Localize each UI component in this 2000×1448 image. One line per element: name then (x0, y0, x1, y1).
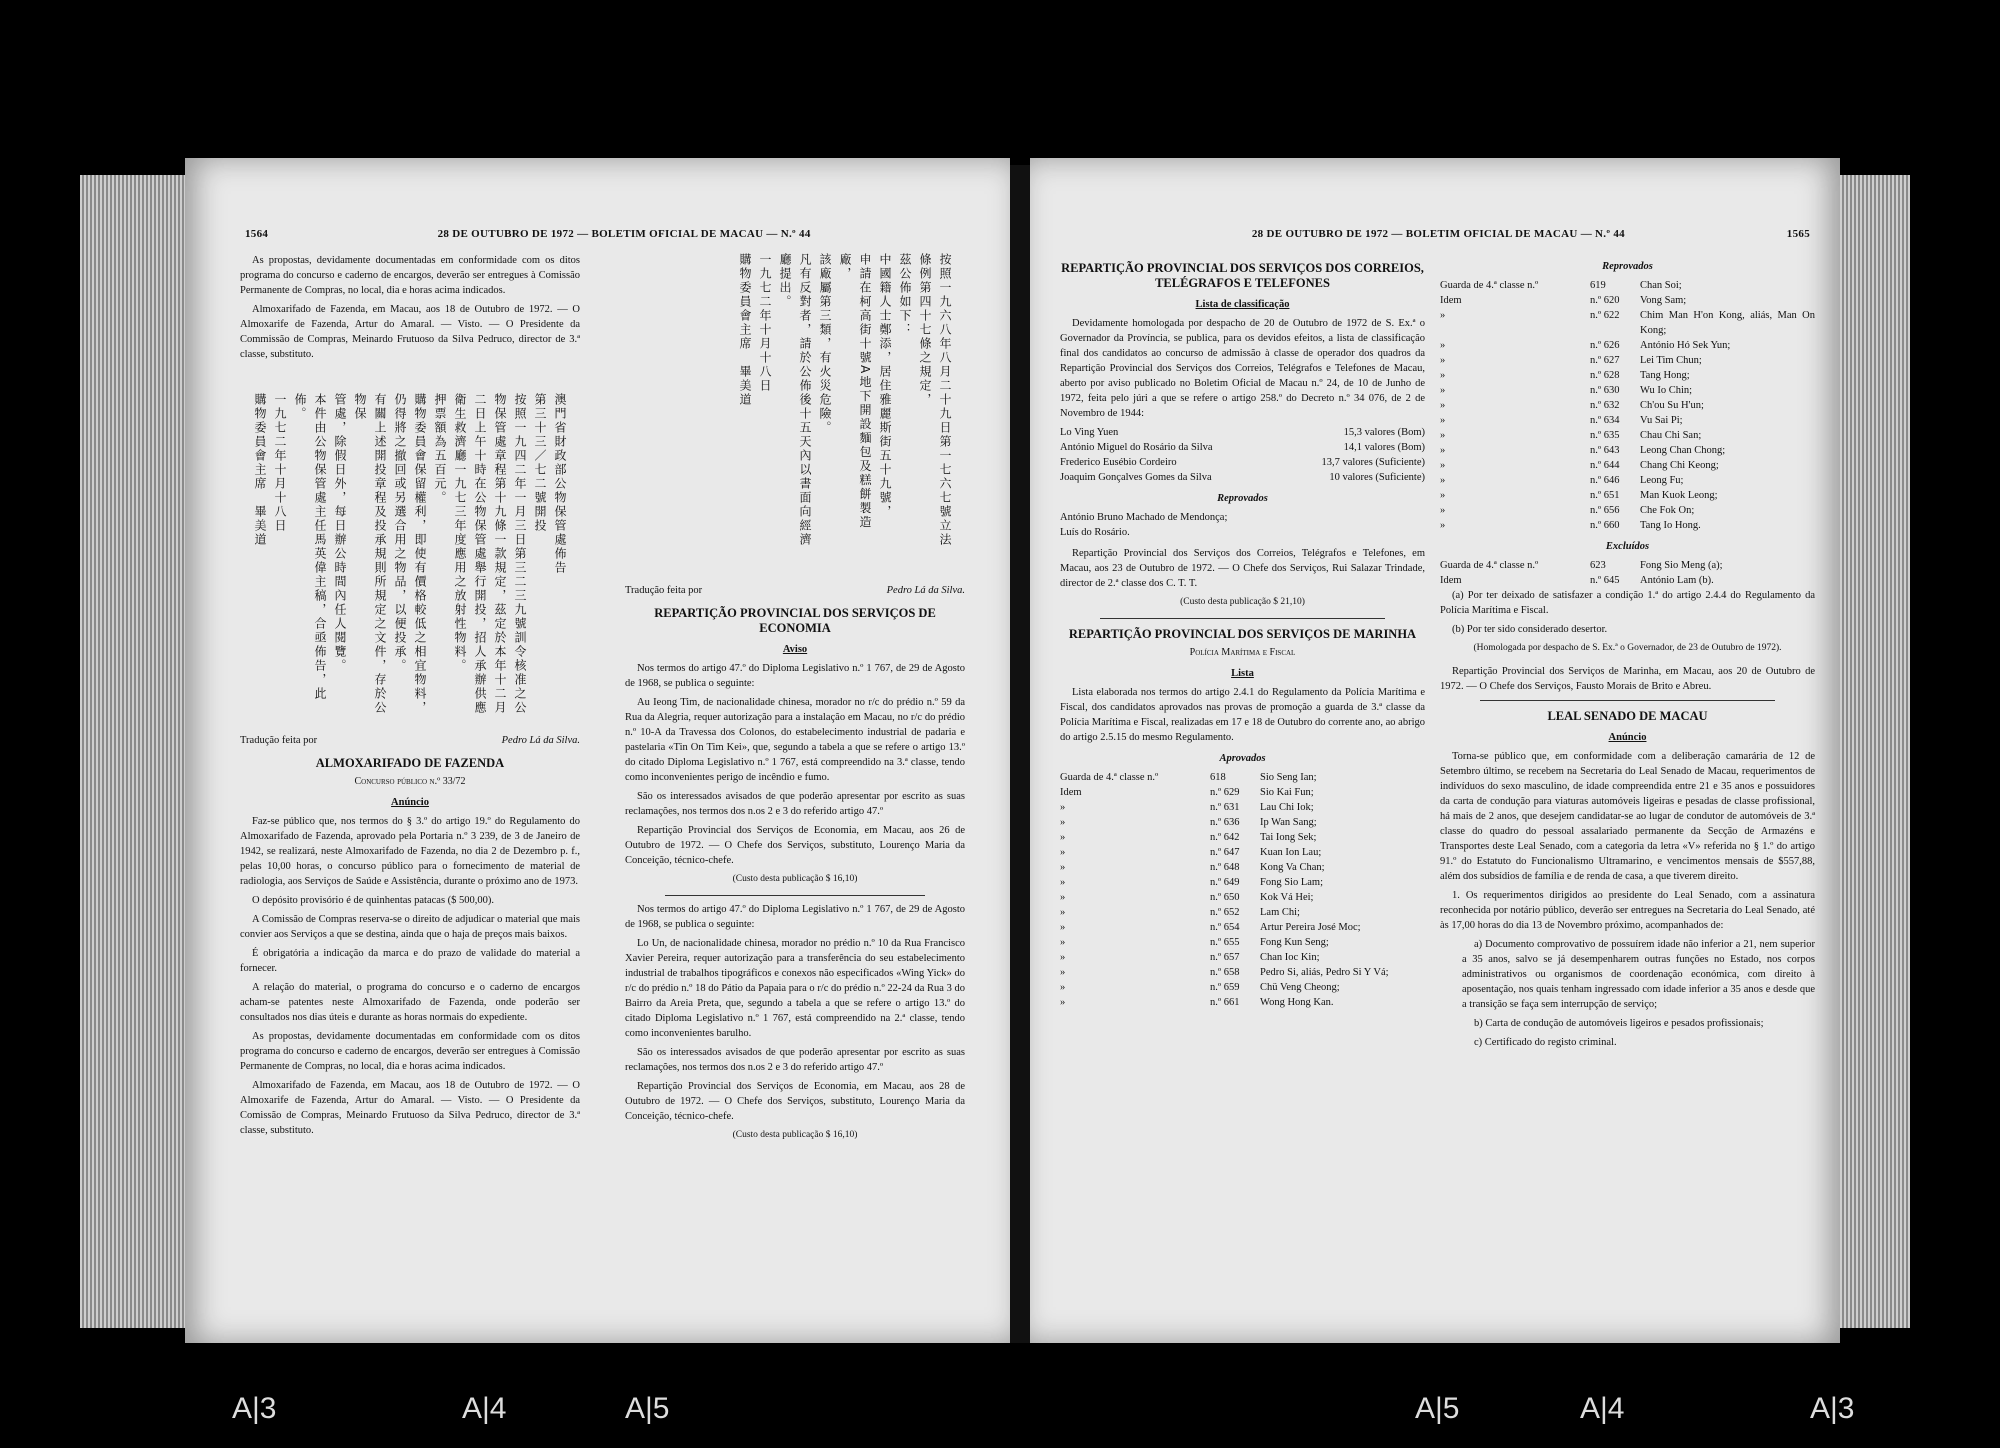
cn-line: 購物委員會保留權利，即使有價格較低之相宜物料， (413, 393, 427, 715)
cn-line: 申請在柯高街十號A地下開設麵包及糕餅製造廠， (838, 253, 872, 530)
number-cell: n.º 627 (1590, 355, 1620, 366)
name-cell: Wu Io Chin; (1640, 385, 1693, 396)
table-row (1440, 413, 1815, 428)
paragraph: Repartição Provincial dos Serviços de Economia, em Macau, aos 26 de Outubro de 1972. — O Chefe dos Serviços, substituto, Lourenço Maria da Conceição, técnico-chefe. (625, 825, 965, 866)
name-cell: Chang Chi Keong; (1640, 460, 1719, 471)
name-cell: Chan Ioc Kin; (1260, 952, 1320, 963)
section-title: REPARTIÇÃO PROVINCIAL DOS SERVIÇOS DE ECONOMIA (654, 606, 936, 635)
table-row (1440, 398, 1815, 413)
page-number: 1565 (1786, 228, 1810, 240)
table-row (1060, 920, 1425, 935)
translator: Pedro Lá da Silva. (886, 585, 965, 596)
paragraph: Lista elaborada nos termos do artigo 2.4.1 do Regulamento da Polícia Marítima e Fiscal, dos candidatos aprovados nas provas de promoção a guarda de 3.ª classe da Polícia Marítima e Fiscal, realizadas em 17 e 18 de Outubro do corrente ano, ao abrigo do artigo 2.5.15 do mesmo Regulamento. (1060, 687, 1425, 743)
number-cell: n.º 643 (1590, 445, 1620, 456)
table-row (1060, 800, 1425, 815)
candidate-name: António Miguel do Rosário da Silva (1060, 442, 1213, 453)
number-cell: n.º 647 (1210, 847, 1240, 858)
table-row (1440, 428, 1815, 443)
table-row (1060, 785, 1425, 800)
table-row (1440, 558, 1815, 573)
cn-line: 仍得將之撤回或另選合用之物品，以便投承。 (393, 393, 407, 673)
name-cell: Tang Hong; (1640, 370, 1690, 381)
section-title: REPARTIÇÃO PROVINCIAL DOS SERVIÇOS DE MARINHA (1068, 627, 1417, 641)
number-cell: n.º 652 (1210, 907, 1240, 918)
translator: Pedro Lá da Silva. (501, 735, 580, 746)
book-gutter (1010, 165, 1030, 1343)
paragraph: Faz-se público que, nos termos do § 3.º do artigo 19.º do Regulamento do Almoxarifado de Fazenda, aprovado pela Portaria n.º 3 239, de 3 de Janeiro de 1942, se realizará, neste Almoxarifado de Fazenda, no dia 2 de Dezembro p. f., pelas 10,00 horas, o concurso público para o fornecimento de material de radiologia, aos Serviços de Saúde e Assistência, durante o próximo ano de 1973. (240, 816, 580, 887)
paragraph: As propostas, devidamente documentadas em conformidade com os ditos programa do concurso e caderno de encargos, deverão ser entregues à Comissão Permanente de Compras, no local, dia e horas acima indicados. (240, 255, 580, 296)
table-row (1060, 890, 1425, 905)
table-row (1440, 488, 1815, 503)
rank-cell: » (1060, 877, 1066, 888)
rank-cell: Idem (1440, 575, 1462, 586)
rank-cell: » (1060, 937, 1066, 948)
number-cell: n.º 642 (1210, 832, 1240, 843)
cn-line: 物保管處章程第十九條一款規定，茲定於本年十二月 (493, 393, 507, 715)
rank-cell: » (1060, 892, 1066, 903)
name-cell: Artur Pereira José Moc; (1260, 922, 1361, 933)
cn-line: 茲公佈如下： (898, 253, 912, 337)
paragraph: As propostas, devidamente documentadas em conformidade com os ditos programa do concurso e caderno de encargos, deverão ser entregues à Comissão Permanente de Compras, no local, dia e horas acima indicados. (240, 1031, 580, 1072)
cn-number: 第三十三／七二號開投 (533, 393, 547, 533)
footnote: (b) Por ter sido considerado desertor. (1452, 624, 1608, 635)
candidate-name: Frederico Eusébio Cordeiro (1060, 457, 1177, 468)
name-cell: Lau Chi Iok; (1260, 802, 1314, 813)
cn-line: 押票額為五百元。 (433, 393, 447, 505)
rank-cell: » (1440, 445, 1446, 456)
number-cell: n.º 635 (1590, 430, 1620, 441)
film-tag: A|4 (462, 1392, 507, 1425)
divider (665, 895, 925, 896)
cn-date: 一九七二年十月十八日 (758, 253, 772, 393)
table-row (1060, 965, 1425, 980)
rank-cell: » (1440, 355, 1446, 366)
film-tag: A|5 (625, 1392, 670, 1425)
translation-label: Tradução feita por (625, 585, 703, 596)
paragraph: Nos termos do artigo 47.º do Diploma Legislativo n.º 1 767, de 29 de Agosto de 1968, se publica o seguinte: (625, 663, 965, 689)
name-cell: Ip Wan Sang; (1260, 817, 1317, 828)
rank-cell: » (1440, 460, 1446, 471)
rank-cell: » (1060, 922, 1066, 933)
rank-cell: » (1440, 430, 1446, 441)
class-row (1060, 440, 1425, 455)
paragraph: São os interessados avisados de que poderão apresentar por escrito as suas reclamações, nos termos dos n.os 2 e 3 do referido artigo 47.º (625, 1047, 965, 1073)
cn-line: 該廠屬第三類，有火災危險。 (818, 253, 832, 435)
number-cell: n.º 660 (1590, 520, 1620, 531)
table-row (1060, 770, 1425, 785)
number-cell: n.º 661 (1210, 997, 1240, 1008)
paragraph: Au Ieong Tim, de nacionalidade chinesa, morador no r/c do prédio n.º 59 da Rua da Alegria, requer autorização para a instalação em Macau, no r/c do prédio n.º 10-A da Travessa dos Colonos, do estabelecimento industrial de padaria e pastelaria «Tin On Tim Kei», que, segundo a tabela a que se refere o artigo 13.º do citado Diploma Legislativo n.º 1 767, está compreendido na 3.ª classe, tendo como inconvenientes perigo de incêndio e fumo. (625, 697, 965, 783)
rank-cell: » (1440, 385, 1446, 396)
number-cell: n.º 655 (1210, 937, 1240, 948)
reprovado-name: Luís do Rosário. (1060, 527, 1130, 538)
number-cell: n.º 649 (1210, 877, 1240, 888)
rank-cell: » (1060, 967, 1066, 978)
rank-cell: » (1440, 415, 1446, 426)
name-cell: António Lam (b). (1640, 575, 1714, 586)
number-cell: n.º 622 (1590, 310, 1620, 321)
excluidos-list (1440, 558, 1815, 588)
list-heading: Lista de classificação (1195, 299, 1290, 310)
name-cell: António Hó Sek Yun; (1640, 340, 1731, 351)
aprovados-heading: Aprovados (1219, 753, 1266, 764)
right-running-header (1090, 228, 1810, 240)
table-row (1440, 473, 1815, 488)
name-cell: Tai Iong Sek; (1260, 832, 1317, 843)
paragraph: É obrigatória a indicação da marca e do prazo de validade do material a fornecer. (240, 948, 580, 974)
rank-cell: » (1060, 982, 1066, 993)
homologation-note: (Homologada por despacho de S. Ex.ª o Governador, de 23 de Outubro de 1972). (1473, 643, 1782, 653)
number-cell: n.º 656 (1590, 505, 1620, 516)
paragraph: Almoxarifado de Fazenda, em Macau, aos 18 de Outubro de 1972. — O Almoxarife de Fazenda, Artur do Amaral. — Visto. — O Presidente da Comissão de Compras, Meinardo Frutuoso da Silva Pedruco, director de 3.ª classe, substituto. (240, 1080, 580, 1136)
table-row (1060, 860, 1425, 875)
rank-cell: » (1060, 952, 1066, 963)
footnote: (a) Por ter deixado de satisfazer a condição 1.ª do artigo 2.4.4 do Regulamento da Polícia Marítima e Fiscal. (1440, 590, 1815, 616)
table-row (1060, 815, 1425, 830)
table-row (1440, 308, 1815, 338)
name-cell: Vong Sam; (1640, 295, 1687, 306)
name-cell: Kok Vá Hei; (1260, 892, 1314, 903)
paragraph: O depósito provisório é de quinhentas patacas ($ 500,00). (252, 895, 495, 906)
number-cell: n.º 651 (1590, 490, 1620, 501)
excluidos-heading: Excluídos (1605, 541, 1650, 552)
table-row (1060, 935, 1425, 950)
rank-cell: » (1060, 997, 1066, 1008)
list-item: b) Carta de condução de automóveis ligeiros e pesados profissionais; (1474, 1018, 1764, 1029)
table-row (1440, 443, 1815, 458)
class-row (1060, 455, 1425, 470)
rank-cell: » (1440, 340, 1446, 351)
paragraph: Torna-se público que, em conformidade com a deliberação camarária de 12 de Setembro último, se recebem na Secretaria do Leal Senado de Macau, requerimentos de indivíduos do sexo masculino, de idade compreendida entre 21 e 35 anos e possuidores da carta de condução para viaturas automóveis ligeiras e pesadas de classe profissional, há mais de 2 anos, que desejem candidatar-se ao lugar de condutor de automóveis de 3.ª classe do quadro do pessoal assalariado permanente da Secção de Armazéns e Transportes deste Leal Senado, com a categoria da letra «V» referida no § 1.º do artigo 91.º do Estatuto do Funcionalismo Ultramarino, e vencimentos mensais de $557,88, além dos subsídios de família e de renda de casa, a que tiverem direito. (1440, 751, 1815, 882)
cn-line: 有關上述開投章程及投承規則所規定之文件，存於公物保 (353, 393, 387, 715)
table-row (1060, 980, 1425, 995)
name-cell: Fong Sio Lam; (1260, 877, 1324, 888)
paragraph: A Comissão de Compras reserva-se o direito de adjudicar o material que mais convier aos Serviços a que se destina, ainda que o haja de preços mais baixos. (240, 914, 580, 940)
paragraph: Almoxarifado de Fazenda, em Macau, aos 18 de Outubro de 1972. — O Almoxarife de Fazenda, Artur do Amaral. — Visto. — O Presidente da Commissão de Compras, Meinardo Frutuoso da Silva Pedruco, director de 3.ª classe, substituto. (240, 304, 580, 360)
table-row (1440, 338, 1815, 353)
name-cell: Lei Tim Chun; (1640, 355, 1702, 366)
name-cell: Sio Seng Ian; (1260, 772, 1317, 783)
number-cell: n.º 626 (1590, 340, 1620, 351)
cn-line: 衛生救濟廳一九七三年度應用之放射性物料。 (453, 393, 467, 673)
film-tag: A|3 (1810, 1392, 1855, 1425)
left-running-header (245, 228, 980, 240)
rank-cell: » (1440, 370, 1446, 381)
rank-cell: Idem (1440, 295, 1462, 306)
table-row (1440, 503, 1815, 518)
list-item: a) Documento comprovativo de possuírem idade não inferior a 21, nem superior a 35 anos, salvo se já desempenharem outras funções no Estado, nos corpos administrativos ou organismos de coordenação económica, com direito à aposentação, nos quais tenham ingressado com idade inferior a 35 anos e desde que a transição se faça sem interrupção de serviço; (1462, 939, 1815, 1010)
reprovado-name: António Bruno Machado de Mendonça; (1060, 512, 1228, 523)
rank-cell: Guarda de 4.ª classe n.º (1440, 560, 1539, 571)
rank-cell: » (1060, 802, 1066, 813)
notice-heading: Anúncio (1608, 732, 1647, 743)
paragraph: Repartição Provincial dos Serviços dos Correios, Telégrafos e Telefones, em Macau, aos 23 de Outubro de 1972. — O Chefe dos Serviços, Rui Salazar Trindade, director de 2.ª classe dos C. T. T. (1060, 548, 1425, 589)
table-row (1440, 383, 1815, 398)
section-title: REPARTIÇÃO PROVINCIAL DOS SERVIÇOS DOS CORREIOS, TELÉGRAFOS E TELEFONES (1061, 261, 1424, 290)
name-cell: Leong Fu; (1640, 475, 1684, 486)
film-tag: A|5 (1415, 1392, 1460, 1425)
table-row (1440, 293, 1815, 308)
section-title: ALMOXARIFADO DE FAZENDA (315, 756, 505, 770)
table-row (1060, 995, 1425, 1010)
number-cell: n.º 632 (1590, 400, 1620, 411)
notice-heading: Anúncio (391, 797, 429, 808)
cn-line: 管處，除假日外，每日辦公時間內任人閱覽。 (333, 393, 347, 673)
table-row (1440, 518, 1815, 533)
number-cell: 623 (1590, 560, 1606, 571)
candidate-score: 13,7 valores (Suficiente) (1321, 457, 1425, 468)
number-cell: n.º 636 (1210, 817, 1240, 828)
rank-cell: » (1440, 520, 1446, 531)
number-cell: n.º 620 (1590, 295, 1620, 306)
cn-line: 二日上午十時在公物保管處舉行開投，招人承辦供應 (473, 393, 487, 715)
left-page-edges (80, 175, 185, 1328)
section-subtitle: Polícia Marítima e Fiscal (1189, 647, 1296, 658)
table-row (1440, 353, 1815, 368)
film-strip (0, 1368, 2000, 1448)
rank-cell: Idem (1060, 787, 1082, 798)
table-row (1060, 950, 1425, 965)
cn-date: 一九七二年十月十八日 (273, 393, 287, 533)
paragraph: São os interessados avisados de que poderão apresentar por escrito as suas reclamações, nos termos dos n.os 2 e 3 do referido artigo 47.º (625, 791, 965, 817)
running-title: 28 DE OUTUBRO DE 1972 — BOLETIM OFICIAL DE MACAU — N.º 44 (1251, 228, 1625, 240)
class-row (1060, 425, 1425, 440)
reprovados-list (1440, 278, 1815, 533)
aprovados-list (1060, 770, 1425, 1010)
rank-cell: » (1060, 907, 1066, 918)
paragraph: Repartição Provincial dos Serviços de Economia, em Macau, aos 28 de Outubro de 1972. — O Chefe dos Serviços, substituto, Lourenço Maria da Conceição, técnico-chefe. (625, 1081, 965, 1122)
cn-line: 中國籍人士鄭添，居住雅麗斯街五十九號， (878, 253, 892, 519)
number-cell: n.º 659 (1210, 982, 1240, 993)
section-title: LEAL SENADO DE MACAU (1547, 709, 1708, 723)
name-cell: Chau Chi San; (1640, 430, 1702, 441)
cn-header: 澳門省財政部公物保管處佈告 (553, 393, 567, 575)
rank-cell: » (1440, 475, 1446, 486)
name-cell: Leong Chan Chong; (1640, 445, 1726, 456)
film-tag: A|3 (232, 1392, 277, 1425)
translation-label: Tradução feita por (240, 735, 318, 746)
rank-cell: » (1440, 490, 1446, 501)
name-cell: Chü Veng Cheong; (1260, 982, 1340, 993)
left-page (185, 158, 1010, 1343)
paragraph: Repartição Provincial dos Serviços de Marinha, em Macau, aos 20 de Outubro de 1972. — O Chefe dos Serviços, Fausto Morais de Brito e Abreu. (1440, 666, 1815, 692)
paragraph: Lo Un, de nacionalidade chinesa, morador no prédio n.º 10 da Rua Francisco Xavier Pereira, requer autorização para a transferência do seu estabelecimento industrial de trabalhos tipográficos e conexos não especificados «Wing Yick» do r/c do prédio n.º 18 do Pátio da Papaia para o r/c do prédio n.º 22-24 da Rua 3 do Bairro da Areia Preta, que, segundo a tabela a que se refere o artigo 13.º do citado Diploma Legislativo n.º 1 767, está compreendido na 2.ª classe, tendo como inconvenientes barulho. (625, 938, 965, 1039)
rank-cell: » (1060, 832, 1066, 843)
cn-line: 凡有反對者，請於公佈後十五天內以書面向經濟廳提出。 (778, 253, 812, 547)
rank-cell: Guarda de 4.ª classe n.º (1060, 772, 1159, 783)
number-cell: 618 (1210, 772, 1226, 783)
paragraph: Nos termos do artigo 47.º do Diploma Legislativo n.º 1 767, de 29 de Agosto de 1968, se publica o seguinte: (625, 904, 965, 930)
right-column-left (1060, 253, 1425, 1010)
name-cell: Vu Sai Pi; (1640, 415, 1683, 426)
candidate-score: 15,3 valores (Bom) (1343, 427, 1425, 438)
running-title: 28 DE OUTUBRO DE 1972 — BOLETIM OFICIAL DE MACAU — N.º 44 (437, 228, 811, 240)
number-cell: n.º 645 (1590, 575, 1620, 586)
name-cell: Che Fok On; (1640, 505, 1695, 516)
name-cell: Fong Sio Meng (a); (1640, 560, 1723, 571)
table-row (1060, 845, 1425, 860)
cn-line: 按照一九四二年一月三日第三二三九號訓令核准之公 (513, 393, 527, 715)
notice-heading: Aviso (782, 644, 808, 655)
paragraph: 1. Os requerimentos dirigidos ao presidente do Leal Senado, com a assinatura reconhecida por notário público, deverão ser entregues na Secretaria do Leal Senado, até às 17,00 horas do dia 13 de Novembro próximo, acompanhados de: (1440, 890, 1815, 931)
chinese-notice (253, 393, 570, 723)
list-item: c) Certificado do registo criminal. (1474, 1037, 1617, 1048)
table-row (1440, 458, 1815, 473)
name-cell: Fong Kun Seng; (1260, 937, 1329, 948)
class-row (1060, 470, 1425, 485)
cn-line: 本件由公物保管處主任馬英偉主稿，合亟佈告，此佈。 (293, 393, 327, 701)
number-cell: n.º 644 (1590, 460, 1620, 471)
economia-column (625, 583, 965, 1151)
candidate-name: Joaquim Gonçalves Gomes da Silva (1060, 472, 1212, 483)
number-cell: n.º 657 (1210, 952, 1240, 963)
number-cell: n.º 631 (1210, 802, 1240, 813)
cost-note: (Custo desta publicação $ 16,10) (732, 1130, 858, 1140)
right-column-right (1440, 253, 1815, 1054)
number-cell: n.º 658 (1210, 967, 1240, 978)
paragraph: Devidamente homologada por despacho de 20 de Outubro de 1972 de S. Ex.ª o Governador da Província, se publica, para os devidos efeitos, a lista de classificação final dos candidatos ao concurso de admissão à classe de operador dos quadros da Repartição Provincial dos Serviços dos Correios, Telégrafos e Telefones de Macau, aberto por aviso publicado no Boletim Oficial de Macau n.º 24, de 10 de Junho de 1972, feita pelo júri a que se refere o artigo 258.º do Decreto n.º 34 076, de 2 de Novembro de 1944: (1060, 318, 1425, 419)
candidate-score: 10 valores (Suficiente) (1329, 472, 1425, 483)
number-cell: n.º 634 (1590, 415, 1620, 426)
number-cell: n.º 648 (1210, 862, 1240, 873)
cost-note: (Custo desta publicação $ 16,10) (732, 874, 858, 884)
name-cell: Chim Man H'on Kong, aliás, Man On Kong; (1640, 310, 1815, 336)
number-cell: n.º 646 (1590, 475, 1620, 486)
candidate-score: 14,1 valores (Bom) (1343, 442, 1425, 453)
paragraph: A relação do material, o programa do concurso e o caderno de encargos acham-se patentes neste Almoxarifado de Fazenda, onde poderão ser consultados nos dias úteis e durante as horas normais do expediente. (240, 982, 580, 1023)
name-cell: Chan Soi; (1640, 280, 1682, 291)
name-cell: Lam Chi; (1260, 907, 1300, 918)
left-column-top (240, 253, 580, 366)
number-cell: n.º 628 (1590, 370, 1620, 381)
number-cell: n.º 629 (1210, 787, 1240, 798)
divider (1100, 618, 1385, 619)
rank-cell: » (1440, 505, 1446, 516)
table-row (1060, 830, 1425, 845)
rank-cell: Guarda de 4.ª classe n.º (1440, 280, 1539, 291)
table-row (1060, 875, 1425, 890)
table-row (1440, 278, 1815, 293)
cn-signer: 購物委員會主席 畢美道 (253, 393, 267, 547)
right-page-edges (1840, 175, 1910, 1328)
film-tag: A|4 (1580, 1392, 1625, 1425)
rank-cell: » (1060, 862, 1066, 873)
list-heading: Lista (1231, 668, 1254, 679)
candidate-name: Lo Ving Yuen (1060, 427, 1119, 438)
reprovados-heading: Reprovados (1217, 493, 1268, 504)
number-cell: n.º 630 (1590, 385, 1620, 396)
name-cell: Wong Hong Kan. (1260, 997, 1334, 1008)
rank-cell: » (1440, 310, 1446, 321)
divider (1480, 700, 1775, 701)
cn-signer: 購物委員會主席 畢美道 (738, 253, 752, 407)
page-number: 1564 (245, 228, 269, 240)
table-row (1440, 573, 1815, 588)
number-cell: n.º 650 (1210, 892, 1240, 903)
right-page (1030, 158, 1840, 1343)
name-cell: Pedro Si, aliás, Pedro Si Y Vá; (1260, 967, 1389, 978)
rank-cell: » (1440, 400, 1446, 411)
name-cell: Kuan Ion Lau; (1260, 847, 1322, 858)
rank-cell: » (1060, 817, 1066, 828)
table-row (1440, 368, 1815, 383)
name-cell: Sio Kai Fun; (1260, 787, 1314, 798)
reprovados-heading: Reprovados (1602, 261, 1653, 272)
chinese-notice-2 (625, 253, 955, 553)
section-subtitle: Concurso público n.º 33/72 (354, 776, 466, 787)
name-cell: Man Kuok Leong; (1640, 490, 1718, 501)
name-cell: Tang Io Hong. (1640, 520, 1701, 531)
cost-note: (Custo desta publicação $ 21,10) (1180, 597, 1305, 607)
number-cell: 619 (1590, 280, 1606, 291)
left-column-bottom (240, 733, 580, 1142)
rank-cell: » (1060, 847, 1066, 858)
name-cell: Kong Va Chan; (1260, 862, 1325, 873)
table-row (1060, 905, 1425, 920)
name-cell: Ch'ou Su H'un; (1640, 400, 1704, 411)
number-cell: n.º 654 (1210, 922, 1240, 933)
cn-line: 按照一九六八年八月二十九日第一七六七號立法條例第四十七條之規定， (918, 253, 952, 547)
